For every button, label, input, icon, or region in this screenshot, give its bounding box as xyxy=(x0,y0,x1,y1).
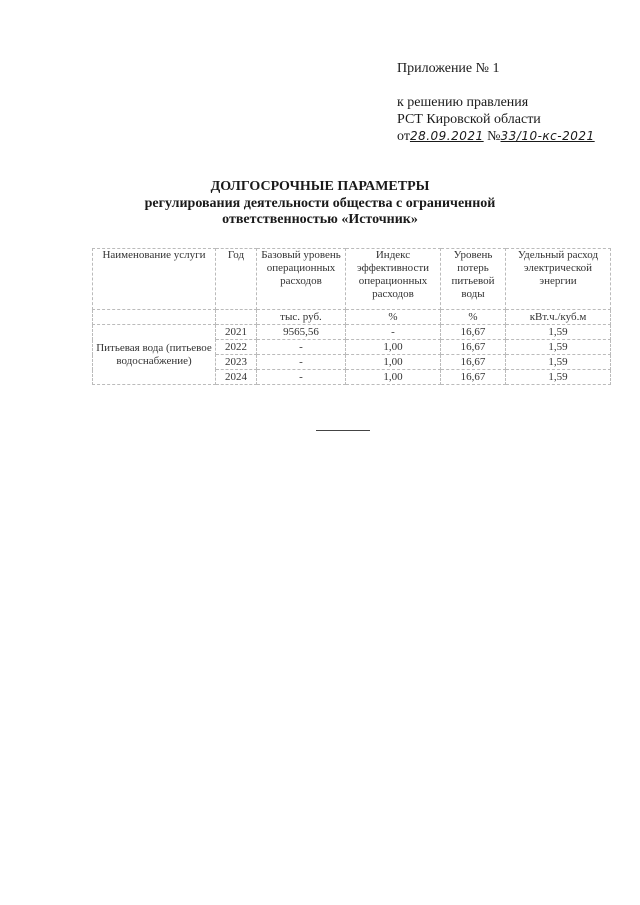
losses-cell: 16,67 xyxy=(441,325,506,340)
decision-number: 33/10-кс-2021 xyxy=(500,129,595,143)
base-cell: - xyxy=(257,340,346,355)
from-prefix: от xyxy=(397,129,410,144)
col-header-base: Базовый уровень операционных расходов xyxy=(257,249,346,310)
col-header-year: Год xyxy=(216,249,257,310)
index-cell: - xyxy=(346,325,441,340)
energy-cell: 1,59 xyxy=(506,325,611,340)
col-header-energy: Удельный расход электрической энергии xyxy=(506,249,611,310)
year-cell: 2021 xyxy=(216,325,257,340)
title-subline-2: ответственностью «Источник» xyxy=(222,212,418,227)
number-prefix: № xyxy=(487,129,501,144)
losses-cell: 16,67 xyxy=(441,340,506,355)
losses-cell: 16,67 xyxy=(441,355,506,370)
appendix-label: Приложение № 1 xyxy=(397,61,500,76)
year-cell: 2022 xyxy=(216,340,257,355)
table-header-row xyxy=(93,249,611,310)
index-cell: 1,00 xyxy=(346,370,441,385)
col-header-service: Наименование услуги xyxy=(93,249,216,310)
year-cell: 2024 xyxy=(216,370,257,385)
energy-cell: 1,59 xyxy=(506,340,611,355)
table-row xyxy=(93,325,611,340)
energy-cell: 1,59 xyxy=(506,370,611,385)
unit-cell: кВт.ч./куб.м xyxy=(506,310,611,325)
decision-date: 28.09.2021 xyxy=(409,129,484,143)
col-header-index: Индекс эффективности операционных расходов xyxy=(346,249,441,310)
index-cell: 1,00 xyxy=(346,340,441,355)
units-row xyxy=(93,310,611,325)
unit-cell: % xyxy=(441,310,506,325)
index-cell: 1,00 xyxy=(346,355,441,370)
base-cell: - xyxy=(257,370,346,385)
authority-line: РСТ Кировской области xyxy=(397,112,541,127)
unit-cell: тыс. руб. xyxy=(257,310,346,325)
base-cell: 9565,56 xyxy=(257,325,346,340)
parameters-table xyxy=(92,248,611,385)
losses-cell: 16,67 xyxy=(441,370,506,385)
title-subline-1: регулирования деятельности общества с ограниченной xyxy=(144,196,496,211)
page-title: ДОЛГОСРОЧНЫЕ ПАРАМЕТРЫ xyxy=(210,179,430,194)
unit-cell xyxy=(93,310,216,325)
col-header-losses: Уровень потерь питьевой воды xyxy=(441,249,506,310)
unit-cell: % xyxy=(346,310,441,325)
end-separator-line xyxy=(316,430,370,431)
unit-cell xyxy=(216,310,257,325)
year-cell: 2023 xyxy=(216,355,257,370)
energy-cell: 1,59 xyxy=(506,355,611,370)
decision-reference xyxy=(397,128,595,145)
decision-line: к решению правления xyxy=(397,95,529,110)
service-name: Питьевая вода (питьевое водоснабжение) xyxy=(93,325,216,385)
base-cell: - xyxy=(257,355,346,370)
